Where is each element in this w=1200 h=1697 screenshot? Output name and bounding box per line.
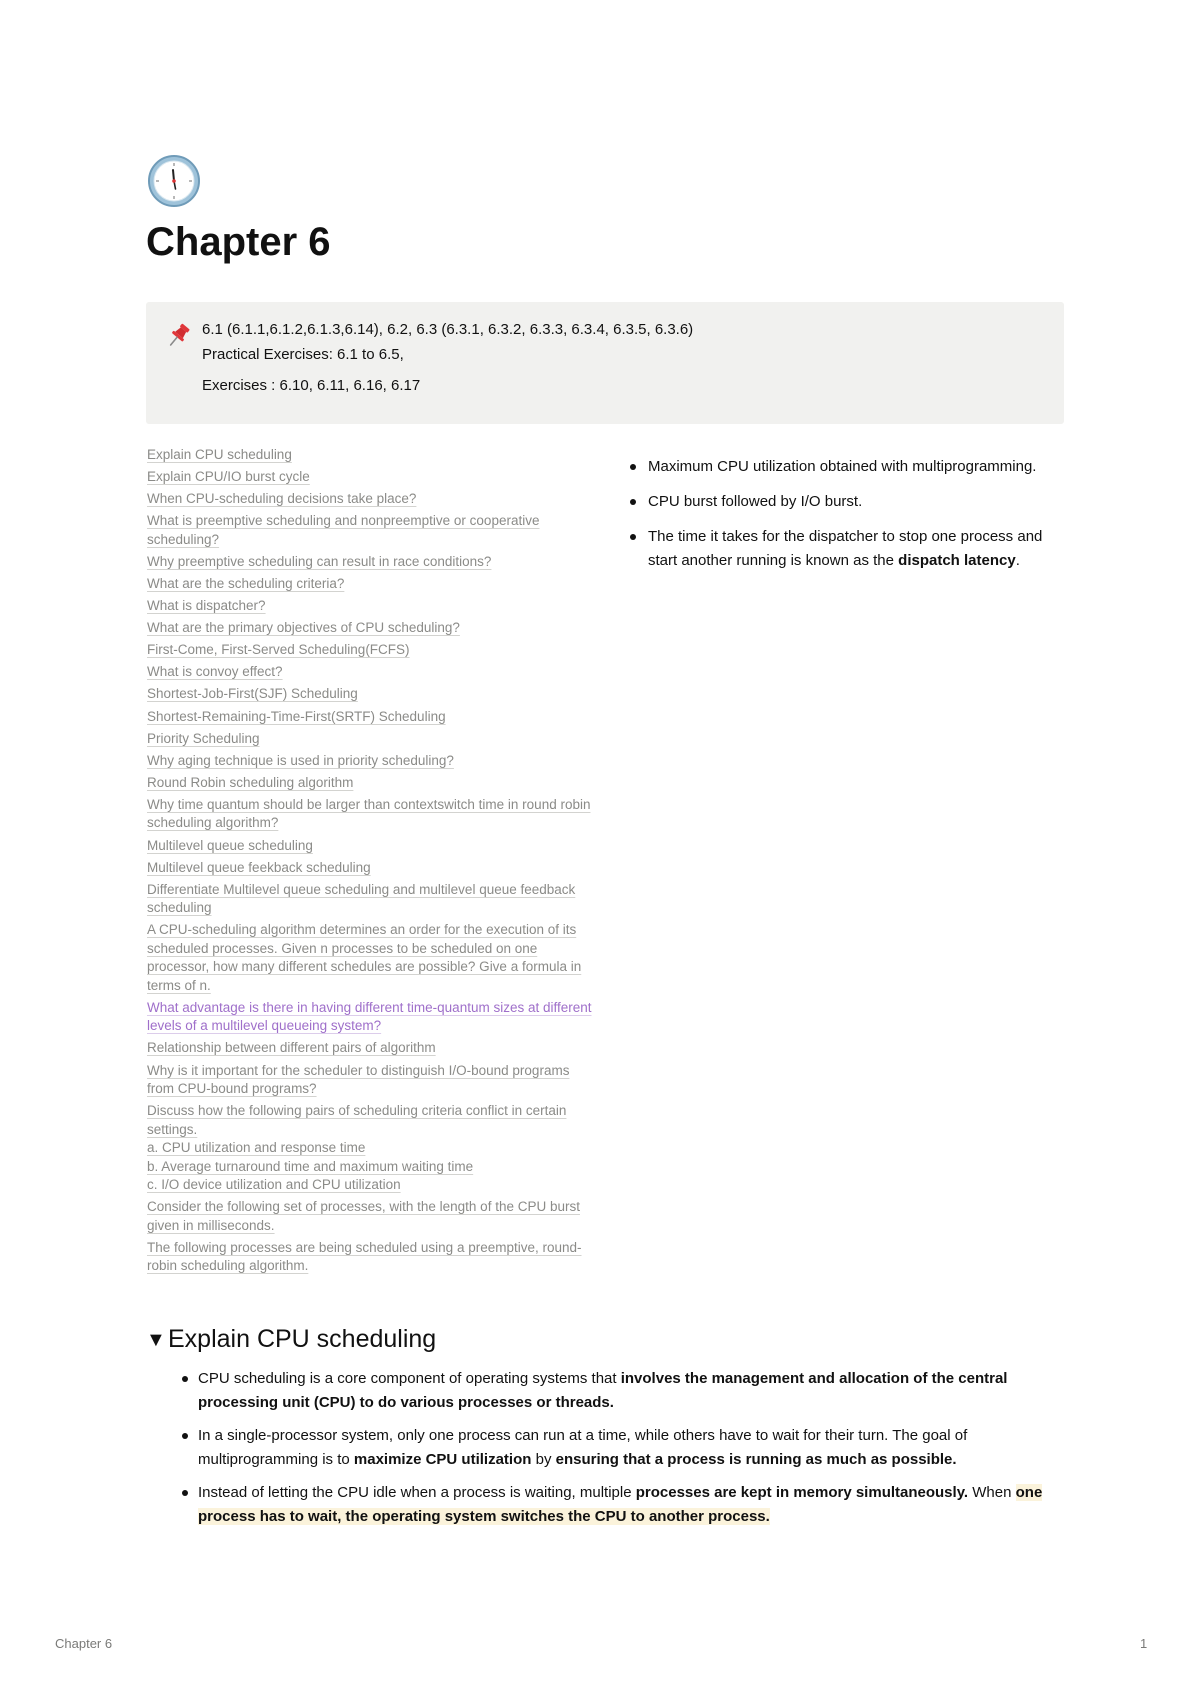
section-heading-text: Explain CPU scheduling — [168, 1325, 437, 1353]
toc-link[interactable]: Multilevel queue feekback scheduling — [147, 859, 371, 875]
bullet-text: When — [968, 1484, 1016, 1501]
bullet-text: The time it takes for the dispatcher to stop one process and start another running is known as the — [648, 528, 1043, 569]
callout-exercises-text: Exercises : 6.10, 6.11, 6.16, 6.17 — [202, 377, 421, 394]
toc-link[interactable]: What is dispatcher? — [147, 598, 266, 614]
summary-bullet-list — [630, 455, 1062, 584]
toc-link[interactable]: What are the primary objectives of CPU scheduling? — [147, 620, 460, 636]
bullet-text: by — [531, 1451, 556, 1468]
list-item — [182, 1424, 1062, 1472]
page-title: Chapter 6 — [146, 220, 331, 264]
footer-page-number: 1 — [1140, 1636, 1148, 1651]
toc-link[interactable]: Discuss how the following pairs of scheduling criteria conflict in certain settings. — [147, 1103, 567, 1137]
toc-link[interactable]: The following processes are being scheduled using a preemptive, round- robin scheduling algorithm. — [147, 1239, 582, 1274]
section-bullet-list — [182, 1367, 1062, 1538]
list-item — [630, 490, 1062, 514]
toc-link[interactable]: First-Come, First-Served Scheduling(FCFS) — [147, 642, 410, 658]
toc-link[interactable]: Consider the following set of processes, with the length of the CPU burst given in milliseconds. — [147, 1199, 580, 1233]
bullet-bold-text: dispatch latency — [898, 552, 1016, 569]
toc-link[interactable]: Why is it important for the scheduler to distinguish I/O-bound programs from CPU-bound programs? — [147, 1062, 570, 1097]
bullet-bold-text: maximize CPU utilization — [353, 1451, 532, 1468]
toc-link[interactable]: Shortest-Job-First(SJF) Scheduling — [147, 686, 358, 702]
callout-sections-text: 6.1 (6.1.1,6.1.2,6.1.3,6.14), 6.2, 6.3 (6.3.1, 6.3.2, 6.3.3, 6.3.4, 6.3.5, 6.3.6) — [202, 321, 694, 338]
bullet-text: Maximum CPU utilization obtained with multiprogramming. — [648, 458, 1037, 475]
toc-link[interactable]: Multilevel queue scheduling — [147, 837, 313, 853]
toc-link[interactable]: What is convoy effect? — [147, 664, 283, 680]
clock-icon — [146, 153, 202, 209]
toc-link[interactable]: Round Robin scheduling algorithm — [147, 774, 354, 790]
callout — [146, 302, 1064, 424]
table-of-contents — [147, 446, 592, 1279]
toc-link[interactable]: What are the scheduling criteria? — [147, 575, 345, 591]
bullet-text: . — [1015, 552, 1020, 569]
bullet-bold-text: involves the management and allocation of the central processing unit (CPU) to do various processes or threads. — [198, 1370, 1008, 1411]
toc-link[interactable]: Why preemptive scheduling can result in race conditions? — [147, 553, 492, 569]
footer-page-title: Chapter 6 — [55, 1636, 113, 1651]
bullet-bold-text: processes are kept in memory simultaneously. — [635, 1484, 969, 1501]
toc-link[interactable]: Shortest-Remaining-Time-First(SRTF) Scheduling — [147, 708, 446, 724]
toc-link[interactable]: c. I/O device utilization and CPU utilization — [147, 1177, 401, 1193]
list-item — [630, 525, 1062, 573]
toc-link[interactable]: b. Average turnaround time and maximum waiting time — [147, 1158, 474, 1174]
toc-link[interactable]: Differentiate Multilevel queue scheduling and multilevel queue feedback scheduling — [147, 881, 576, 916]
toc-link[interactable]: What is preemptive scheduling and nonpreemptive or cooperative scheduling? — [147, 513, 540, 547]
bullet-text: Instead of letting the CPU idle when a process is waiting, multiple — [198, 1484, 636, 1501]
toc-link[interactable]: Why time quantum should be larger than contextswitch time in round robin scheduling algorithm? — [147, 796, 591, 831]
triangle-down-icon[interactable]: ▼ — [146, 1329, 166, 1351]
toc-link[interactable]: When CPU-scheduling decisions take place? — [147, 491, 417, 507]
bullet-bold-text: ensuring that a process is running as much as possible. — [555, 1451, 957, 1468]
toc-link[interactable]: Why aging technique is used in priority scheduling? — [147, 752, 454, 768]
toc-link[interactable]: Relationship between different pairs of algorithm — [147, 1040, 436, 1056]
bullet-text: In a single-processor system, only one process can run at a time, while others have to wait for their turn. The goal of multiprogramming is to — [198, 1427, 968, 1468]
list-item — [630, 455, 1062, 479]
toc-link[interactable]: Explain CPU scheduling — [147, 447, 292, 462]
highlighted-bold-text: one process has to wait, the operating system switches the CPU to another process. — [198, 1484, 1043, 1525]
toc-link[interactable]: Explain CPU/IO burst cycle — [147, 469, 310, 485]
toc-link-visited[interactable]: What advantage is there in having different time-quantum sizes at different levels of a multilevel queueing system? — [147, 999, 592, 1034]
toggle-heading[interactable] — [146, 1325, 436, 1354]
list-item — [182, 1481, 1062, 1529]
pushpin-icon — [164, 320, 194, 350]
list-item — [182, 1367, 1062, 1415]
bullet-text: CPU scheduling is a core component of operating systems that — [198, 1370, 621, 1387]
toc-link[interactable]: Priority Scheduling — [147, 730, 260, 746]
toc-link[interactable]: A CPU-scheduling algorithm determines an order for the execution of its scheduled processes. Given n processes to be scheduled on one processor, how many different schedules are possible? Give a formula in terms of n. — [147, 922, 582, 993]
toc-link[interactable]: a. CPU utilization and response time — [147, 1140, 366, 1156]
callout-practical-exercises-text: Practical Exercises: 6.1 to 6.5, — [202, 346, 404, 363]
bullet-text: CPU burst followed by I/O burst. — [648, 493, 863, 510]
